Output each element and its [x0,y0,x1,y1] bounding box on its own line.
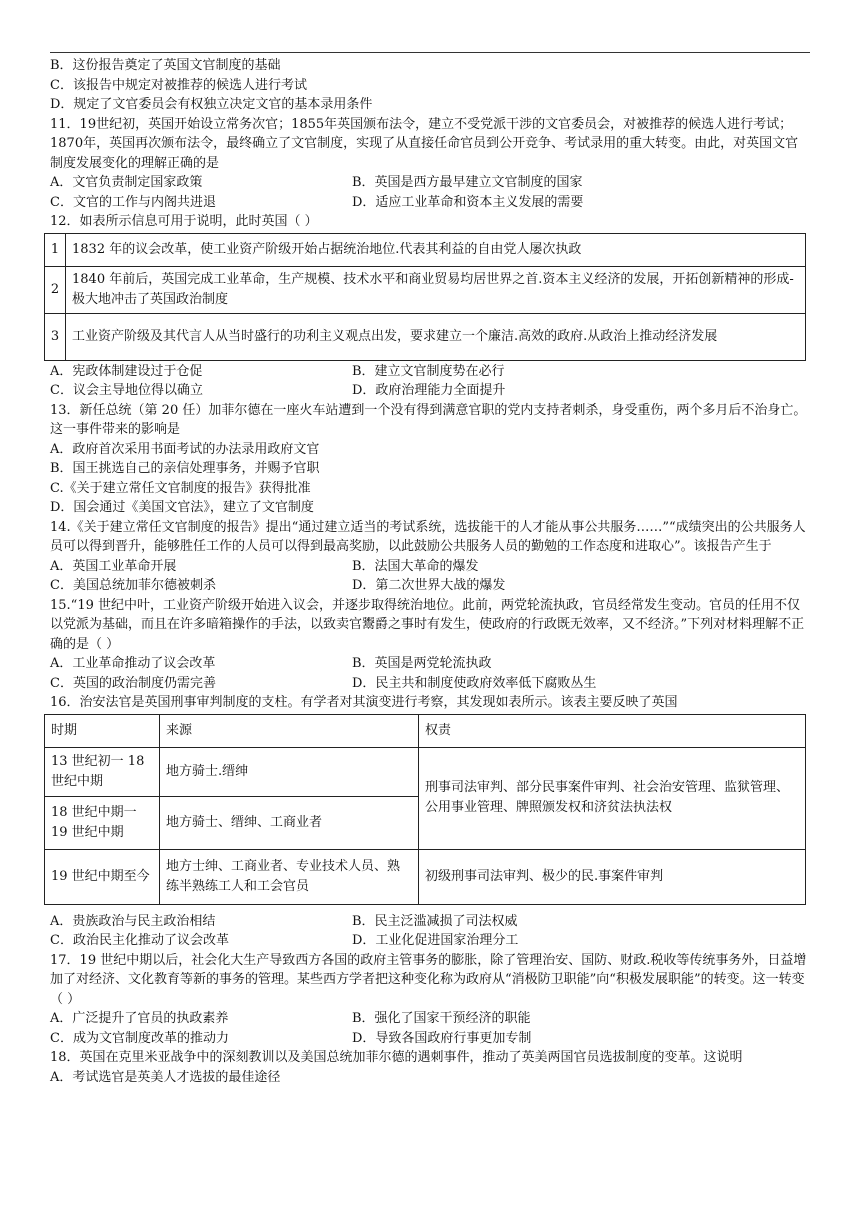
q17-option-c[interactable]: C．成为文官制度改革的推动力 [50,1030,229,1046]
q15-option-d[interactable]: D．民主共和制度使政府效率低下腐败丛生 [352,675,597,691]
q16-source-cell: 地方骑士、缙绅、工商业者 [160,796,419,849]
question-17-stem: 17．19 世纪中期以后，社会化大生产导致西方各国的政府主管事务的膨胀，除了管理治安、国防、财政.税收等传统事务外，日益增加了对经济、文化教育等新的事务的管理。某些西方学者把这种变化称为政府从“消极防卫职能”向“积极发展职能”的转变。这一转变（ ） [50,952,807,1007]
q17-option-d[interactable]: D．导致各国政府行事更加专制 [352,1030,532,1046]
q16-option-d[interactable]: D．工业化促进国家治理分工 [352,933,519,948]
q17-option-b[interactable]: B．强化了国家干预经济的职能 [352,1011,531,1026]
q16-option-c[interactable]: C．政治民主化推动了议会改革 [50,933,229,948]
q15-option-b[interactable]: B．英国是两党轮流执政 [352,656,492,671]
question-18-stem: 18．英国在克里米亚战争中的深刻教训以及美国总统加菲尔德的遇刺事件，推动了英美两国官员选拔制度的变革。这说明 [50,1050,743,1065]
question-11-options-ab [50,173,810,193]
q12-row-number: 1 [45,233,66,266]
q16-option-b[interactable]: B．民主泛滥减损了司法权威 [352,913,518,929]
q16-source-cell: 地方骑士.缙绅 [160,747,419,796]
q16-period-cell: 13 世纪初一 18 世纪中期 [45,747,160,796]
q14-option-d[interactable]: D．第二次世界大战的爆发 [352,578,506,593]
q11-option-b[interactable]: B．英国是西方最早建立文官制度的国家 [352,175,583,190]
question-12-stem: 12．如表所示信息可用于说明，此时英国（ ） [50,214,318,229]
q14-option-a[interactable]: A．英国工业革命开展 [50,558,177,574]
q16-period-cell: 19 世纪中期至今 [45,849,160,904]
q11-option-c[interactable]: C．文官的工作与内阁共进退 [50,194,216,210]
q12-option-d[interactable]: D．政府治理能力全面提升 [352,383,506,398]
question-16-options-cd [50,931,810,951]
question-14-stem: 14.《关于建立常任文官制度的报告》提出“通过建立适当的考试系统，选拔能干的人才能从事公共服务……”“成绩突出的公共服务人员可以得到晋升，能够胜任工作的人员可以得到最高奖励，以此鼓励公共服务人员的勤勉的工作态度和进取心”。该报告产生于 [50,519,806,554]
q11-option-d[interactable]: D．适应工业革命和资本主义发展的需要 [352,194,584,210]
q18-option-a[interactable]: A．考试选官是英美人才选拔的最佳途径 [50,1069,281,1085]
q16-duty-cell-merged: 刑事司法审判、部分民事案件审判、社会治安管理、监狱管理、公用事业管理、牌照颁发权和济贫法执法权 [419,747,806,849]
question-11-stem: 11．19世纪初，英国开始设立常务次官；1855年英国颁布法令，建立不受党派干涉的文官委员会，对被推荐的候选人进行考试；1870年，英国再次颁布法令，最终确立了文官制度，实现了从直接任命官员到公开竞争、考试录用的重大转变。由此，对英国文官制度发展变化的理解正确的是 [50,116,799,171]
q16-table-header [45,714,806,747]
question-17-options-ab [50,1009,810,1029]
q12-table-row [45,313,806,360]
q14-option-b[interactable]: B．法国大革命的爆发 [352,558,479,574]
q16-duty-cell: 初级刑事司法审判、极少的民.事案件审判 [419,849,806,904]
q14-option-c[interactable]: C．美国总统加菲尔德被刺杀 [50,578,216,593]
question-12-options-ab [50,362,810,382]
q16-header-duty: 权责 [419,714,806,747]
q12-table [44,233,806,361]
q13-option-a[interactable]: A．政府首次采用书面考试的办法录用政府文官 [50,441,320,457]
question-16-stem: 16．治安法官是英国刑事审判制度的支柱。有学者对其演变进行考察，其发现如表所示。该表主要反映了英国 [50,695,678,710]
q12-option-b[interactable]: B．建立文官制度势在必行 [352,363,505,379]
question-13-stem: 13．新任总统（第 20 任）加菲尔德在一座火车站遭到一个没有得到满意官职的党内支持者刺杀，身受重伤，两个多月后不治身亡。这一事件带来的影响是 [50,402,807,437]
question-17-options-cd [50,1029,810,1049]
q12-option-c[interactable]: C．议会主导地位得以确立 [50,383,203,398]
q13-option-d[interactable]: D．国会通过《美国文官法》，建立了文官制度 [50,500,314,515]
q16-table-row [45,747,806,796]
q12-table-row [45,266,806,313]
q16-header-period: 时期 [45,714,160,747]
prev-option-c: C．该报告中规定对被推荐的候选人进行考试 [50,77,307,93]
q15-option-a[interactable]: A．工业革命推动了议会改革 [50,656,216,671]
document-body [50,56,810,1087]
q17-option-a[interactable]: A．广泛提升了官员的执政素养 [50,1011,229,1026]
question-15-options-cd [50,674,810,694]
q16-table [44,714,806,905]
q12-row-text: 工业资产阶级及其代言人从当时盛行的功利主义观点出发，要求建立一个廉洁.高效的政府.从政治上推动经济发展 [66,313,806,360]
question-15-options-ab [50,654,810,674]
q12-row-text: 1840 年前后，英国完成工业革命，生产规模、技术水平和商业贸易均居世界之首.资本主义经济的发展，开拓创新精神的形成-极大地冲击了英国政治制度 [66,266,806,313]
q12-table-row [45,233,806,266]
q15-option-c[interactable]: C．英国的政治制度仍需完善 [50,675,216,691]
q12-row-text: 1832 年的议会改革，使工业资产阶级开始占据统治地位.代表其利益的自由党人屡次执政 [66,233,806,266]
q11-option-a[interactable]: A．文官负责制定国家政策 [50,175,203,190]
question-14-options-cd [50,576,810,596]
question-16-options-ab [50,912,810,932]
question-14-options-ab [50,557,810,577]
q16-period-cell: 18 世纪中期一 19 世纪中期 [45,796,160,849]
q16-table-row [45,849,806,904]
q13-option-c[interactable]: C.《关于建立常任文官制度的报告》获得批准 [50,480,311,496]
prev-option-d: D．规定了文官委员会有权独立决定文官的基本录用条件 [50,97,373,112]
q16-header-source: 来源 [160,714,419,747]
q16-source-cell: 地方士绅、工商业者、专业技术人员、熟练半熟练工人和工会官员 [160,849,419,904]
question-12-options-cd [50,381,810,401]
q12-row-number: 2 [45,266,66,313]
question-15-stem: 15.“19 世纪中叶，工业资产阶级开始进入议会，并逐步取得统治地位。此前，两党轮流执政，官员经常发生变动。官员的任用不仅以党派为基础，而且在许多暗箱操作的手法，以致卖官鬻爵之事时有发生，使政府的行政既无效率，又不经济。”下列对材料理解不正确的是（ ） [50,597,805,652]
prev-option-b: B．这份报告奠定了英国文官制度的基础 [50,58,281,73]
question-11-options-cd [50,193,810,213]
header-rule [50,52,810,53]
q12-row-number: 3 [45,313,66,360]
q16-option-a[interactable]: A．贵族政治与民主政治相结 [50,913,216,929]
q13-option-b[interactable]: B．国王挑选自己的亲信处理事务，并赐予官职 [50,461,320,476]
q12-option-a[interactable]: A．宪政体制建设过于仓促 [50,363,203,379]
